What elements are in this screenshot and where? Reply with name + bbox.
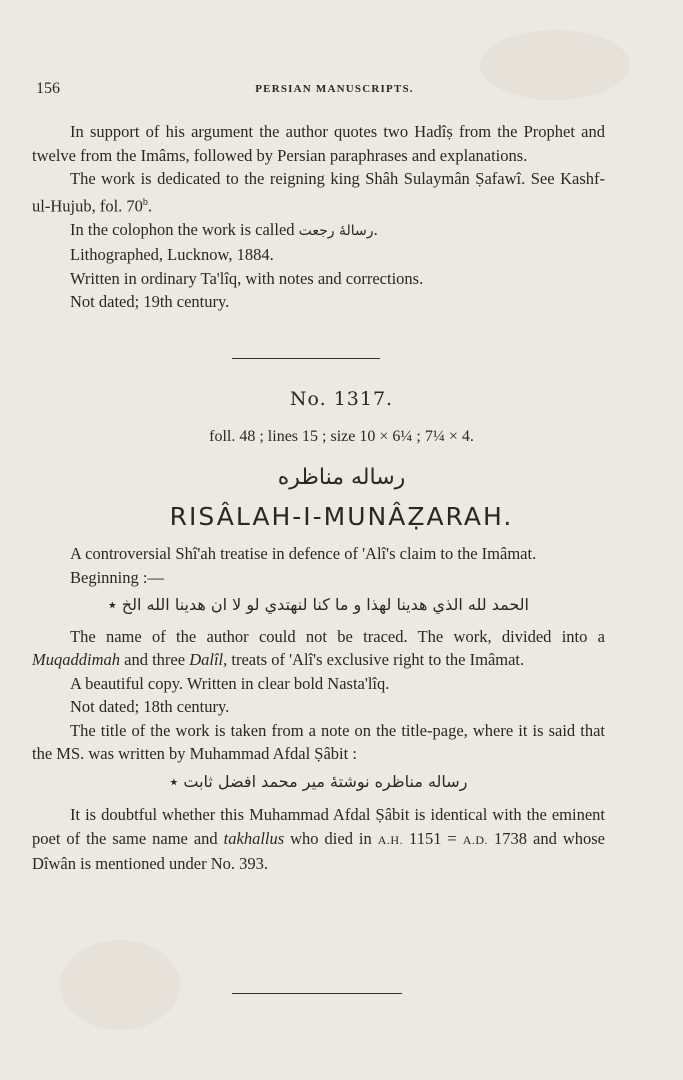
- paragraph-author: [32, 625, 605, 672]
- author-text: The name of the author could not be traced. The work, divided into a: [70, 626, 605, 646]
- paragraph-hadis: In support of his argument the author quotes two Hadîṣ from the Prophet and twelve from the Imâms, followed by Persian paraphrases and explanations.: [32, 122, 605, 165]
- dedication-text: The work is dedicated to the reigning king Shâh Sulaymân Ṣafawî. See Kashf-ul-Hujub, fol. 70: [32, 169, 605, 215]
- paper-stain: [60, 940, 180, 1030]
- paragraph-not-dated: Not dated; 19th century.: [70, 292, 230, 311]
- author-text-3: , treats of 'Alî's exclusive right to the Imâmat.: [223, 650, 525, 669]
- beginning-label: Beginning :—: [70, 567, 164, 587]
- paragraph-treatise: A controversial Shî'ah treatise in defence of 'Alî's claim to the Imâmat.: [70, 544, 537, 563]
- doubtful-text-3: 1151 =: [403, 828, 463, 848]
- folio-superscript: b: [142, 196, 148, 208]
- colophon-arabic: رسالهٔ رجعت: [298, 222, 374, 239]
- section-divider: [232, 358, 380, 359]
- entry-collation: foll. 48 ; lines 15 ; size 10 × 6¼ ; 7¼ × 4.: [209, 428, 474, 445]
- paragraph-colophon: [32, 218, 605, 244]
- colophon-text: In the colophon the work is called: [70, 219, 299, 239]
- paragraph-doubtful: [32, 803, 605, 876]
- term-takhallus: takhallus: [223, 828, 285, 848]
- paragraph-date: Not dated; 18th century.: [70, 697, 230, 716]
- page-header: [36, 80, 633, 100]
- term-dalil: Dalîl: [189, 650, 224, 669]
- paragraph-dedication: [32, 167, 605, 218]
- beginning-arabic: الحمد لله الذي هدينا لهذا و ما كنا لنهتدي لو لا ان هدينا الله الخ ٭: [108, 595, 529, 614]
- entry-title: RISÂLAH-I-MUNÂẒARAH.: [169, 502, 514, 531]
- era-ad: A.D.: [462, 832, 489, 847]
- paragraph-title-note: The title of the work is taken from a note on the title-page, where it is said that the MS. was written by Muhammad Afdal Ṣâbit :: [32, 720, 605, 763]
- page-number: 156: [36, 80, 60, 97]
- doubtful-text-2: who died in: [284, 828, 378, 848]
- note-arabic: رساله مناظره نوشتهٔ میر محمد افضل ثابت ٭: [169, 771, 468, 791]
- entry-number: No. 1317.: [289, 388, 394, 410]
- doubtful-text-4: 1738 and whose Dîwân is mentioned under No. 393.: [32, 828, 605, 873]
- author-text-2: and three: [120, 650, 190, 669]
- paragraph-written: Written in ordinary Ta'lîq, with notes and corrections.: [70, 268, 424, 288]
- running-title: PERSIAN MANUSCRIPTS.: [255, 83, 414, 95]
- entry-text: [32, 542, 605, 876]
- era-ah: A.H.: [377, 832, 404, 847]
- entry-arabic-title: رساله مناظره: [277, 465, 406, 490]
- colophon-end: .: [373, 219, 378, 239]
- dedication-end: .: [147, 196, 153, 215]
- paragraph-copy: A beautiful copy. Written in clear bold Nasta'lîq.: [70, 673, 390, 693]
- doubtful-text: It is doubtful whether this Muhammad Afdal Ṣâbit is identical with the eminent poet of the same name and: [32, 805, 605, 848]
- end-divider: [232, 993, 402, 994]
- term-muqaddimah: Muqaddimah: [32, 650, 120, 669]
- previous-entry-text: [32, 120, 605, 314]
- paragraph-lithographed: Lithographed, Lucknow, 1884.: [70, 245, 274, 264]
